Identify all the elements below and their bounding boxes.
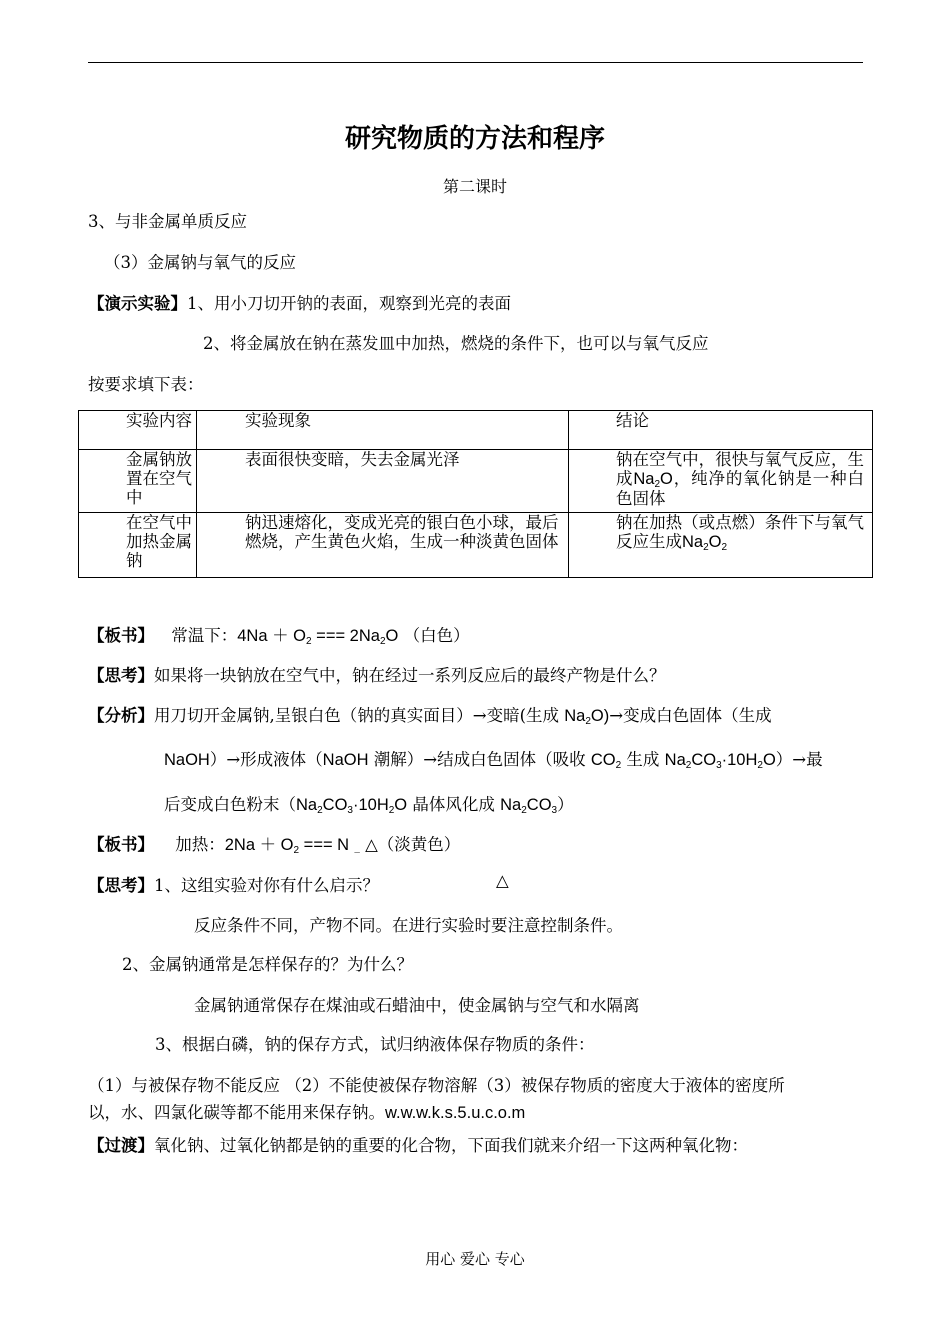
triangle-icon: △ (496, 871, 509, 890)
think-1 (88, 662, 666, 686)
think-a1: 反应条件不同，产物不同。在进行实验时要注意控制条件。 (194, 916, 623, 935)
demo-line-1 (88, 290, 511, 314)
transition-tag: 【过渡】 (88, 1136, 154, 1155)
board-note-1 (88, 622, 470, 646)
row-phenomenon: 钠迅速熔化，变成光亮的银白色小球，最后燃烧，产生黄色火焰，生成一种淡黄色固体 (197, 513, 569, 578)
board-equation-2: 加热：$2Na + O_2$ === N _ △（淡黄色） (175, 835, 461, 856)
analysis-line-1: 【分析】用刀切开金属钠,呈银白色（钠的真实面目）→变暗(生成 $Na_2O)\to$变成白色固体（生成 (88, 706, 772, 727)
row-content: 在空气中加热金属钠 (79, 513, 197, 578)
header-phenomenon: 实验现象 (197, 411, 569, 450)
row-phenomenon: 表面很快变暗，失去金属光泽 (197, 450, 569, 513)
subsection-heading: （3）金属钠与氧气的反应 (104, 253, 296, 272)
analysis-tag: 【分析】 (88, 706, 154, 725)
think-q2: 2、金属钠通常是怎样保存的？为什么？ (122, 955, 413, 974)
think-q1: 1、这组实验对你有什么启示？ (154, 876, 379, 895)
demo-step-2: 2、将金属放在钠在蒸发皿中加热，燃烧的条件下，也可以与氧气反应 (203, 334, 709, 353)
conclusion-text: 钠在空气中，很快与氧气反应，生成 (616, 450, 864, 488)
board-tag: 【板书】 (88, 626, 154, 645)
row-conclusion (569, 450, 873, 513)
think-tag: 【思考】 (88, 666, 154, 685)
think-tag: 【思考】 (88, 876, 154, 895)
think-a3-line-2: 以，水、四氯化碳等都不能用来保存钠。w.w.w.k.s.5.u.c.o.m (88, 1103, 526, 1122)
think-q3: 3、根据白磷，钠的保存方式，试归纳液体保存物质的条件： (155, 1035, 595, 1054)
page-title: 研究物质的方法和程序 (344, 124, 605, 154)
conclusion-text: 钠在加热（或点燃）条件下与氧气反应生成 (616, 513, 864, 551)
header-rule (88, 62, 863, 63)
board-note-2 (88, 831, 460, 855)
table-header-row (79, 411, 873, 450)
think-a2: 金属钠通常保存在煤油或石蜡油中，使金属钠与空气和水隔离 (194, 996, 640, 1015)
section-heading: 3、与非金属单质反应 (88, 212, 247, 231)
think-2 (88, 872, 379, 896)
transition-text: 氧化钠、过氧化钠都是钠的重要的化合物，下面我们就来介绍一下这两种氧化物： (154, 1136, 748, 1155)
header-conclusion: 结论 (569, 411, 873, 450)
demo-step-1: 1、用小刀切开钠的表面，观察到光亮的表面 (187, 294, 511, 313)
page-subtitle: 第二课时 (442, 177, 507, 196)
table-prompt: 按要求填下表： (88, 375, 204, 394)
page-footer: 用心 爱心 专心 (425, 1250, 525, 1268)
header-content: 实验内容 (79, 411, 197, 450)
conclusion-text: ，纯净的氧化钠是一种白色固体 (616, 469, 864, 508)
formula-na2o: $Na_2O$ (633, 470, 673, 490)
table-row (79, 450, 873, 513)
demo-tag: 【演示实验】 (88, 294, 187, 313)
transition (88, 1132, 748, 1156)
formula-na2o2: $Na_2O_2$ (682, 533, 728, 553)
think-question: 如果将一块钠放在空气中，钠在经过一系列反应后的最终产物是什么？ (154, 666, 666, 685)
analysis-line-2: NaOH）→形成液体（NaOH 潮解）→结成白色固体（吸收 $CO_2$ 生成 $Na_2CO_3\cdot 10H_2O)\to$最 (164, 750, 823, 771)
think-a3-line-1: （1）与被保存物不能反应 （2）不能使被保存物溶解（3）被保存物质的密度大于液体的密度所 (88, 1076, 785, 1095)
table-row (79, 513, 873, 578)
experiment-table (78, 410, 873, 578)
row-content: 金属钠放置在空气中 (79, 450, 197, 513)
row-conclusion (569, 513, 873, 578)
board-tag: 【板书】 (88, 835, 154, 854)
analysis-line-3: 后变成白色粉末（$Na_2CO_3\cdot 10H_2O$ 晶体风化成 $Na_2CO_3$） (164, 795, 574, 816)
board-equation-1: 常温下：$4Na + O_2$ === $2Na_2O$ （白色） (171, 626, 470, 647)
